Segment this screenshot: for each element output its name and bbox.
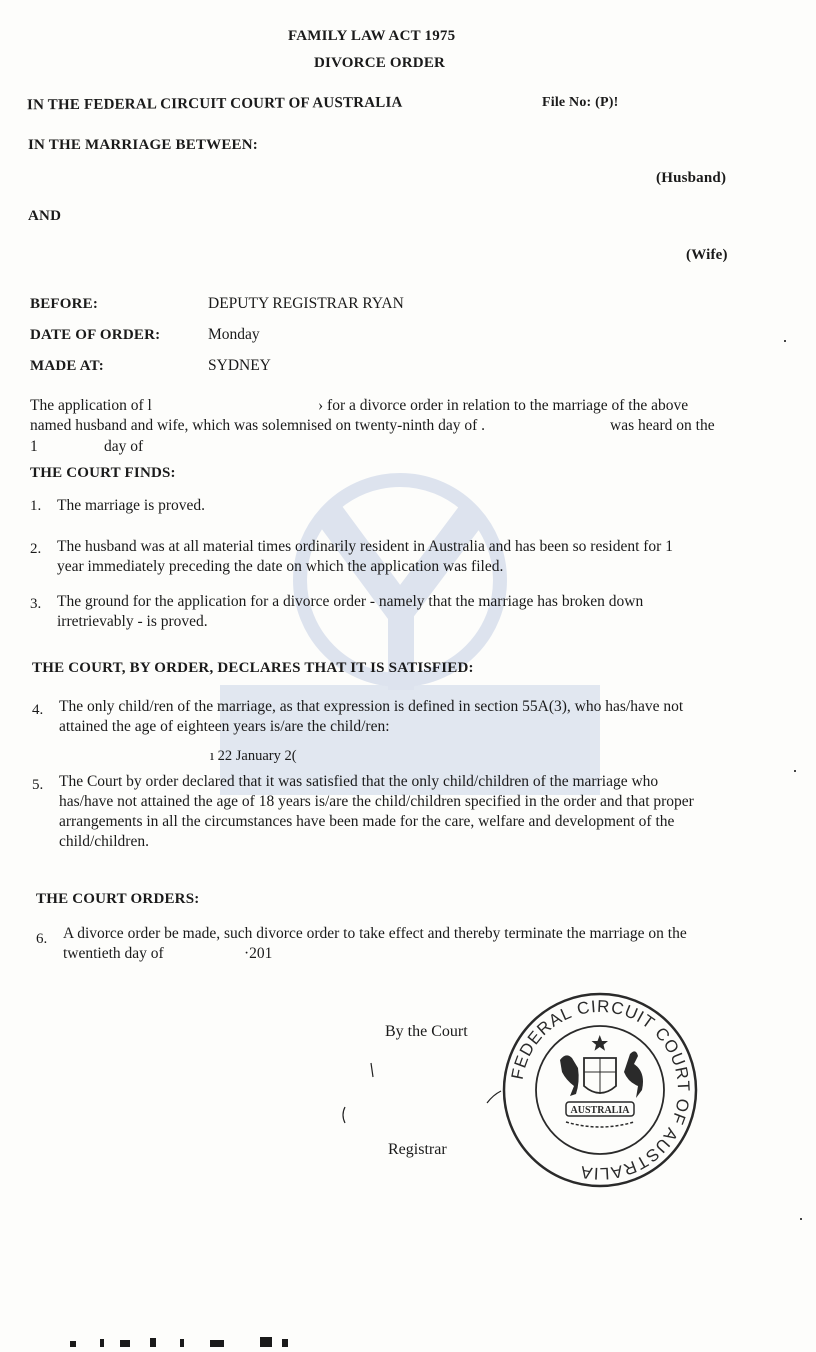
registrar-label: Registrar — [388, 1141, 447, 1158]
declaration-text: The Court by order declared that it was satisfied that the only child/children of the marriage who — [59, 773, 659, 790]
finding-number: 3. — [30, 596, 42, 612]
scan-speck — [794, 770, 796, 772]
declaration-text: has/have not attained the age of 18 years is/are the child/children specified in the order and that proper — [59, 793, 694, 810]
order-text: twentieth day of — [63, 945, 164, 962]
intro-line3-a: 1 — [30, 438, 38, 455]
order-text: A divorce order be made, such divorce order to take effect and thereby terminate the marriage on the — [63, 925, 687, 942]
order-text: ·201 — [244, 945, 273, 962]
finding-number: 1. — [30, 498, 42, 514]
made-at-label: MADE AT: — [30, 358, 104, 374]
intro-line2-b: was heard on the — [610, 417, 715, 434]
declaration-text: child/children. — [59, 833, 149, 850]
finding-text: The husband was at all material times ordinarily resident in Australia and has been so resident for 1 — [57, 538, 673, 555]
before-value: DEPUTY REGISTRAR RYAN — [208, 295, 404, 312]
file-number: File No: (P)! — [542, 95, 619, 110]
made-at-value: SYDNEY — [208, 357, 271, 374]
intro-line2-a: named husband and wife, which was solemnised on twenty-ninth day of . — [30, 417, 486, 434]
document-title: DIVORCE ORDER — [314, 55, 446, 71]
declaration-text: attained the age of eighteen years is/are the child/ren: — [59, 718, 390, 735]
scan-speck — [800, 1218, 802, 1220]
husband-label: (Husband) — [656, 170, 727, 186]
svg-text:FEDERAL CIRCUIT COURT OF AUSTR: FEDERAL CIRCUIT COURT OF AUSTRALIA — [507, 996, 694, 1184]
seal-banner-text: AUSTRALIA — [570, 1105, 630, 1116]
court-seal — [500, 990, 700, 1190]
signature-mark — [335, 1055, 515, 1135]
by-the-court: By the Court — [385, 1023, 468, 1040]
finding-text: The marriage is proved. — [57, 497, 206, 514]
finding-text: The ground for the application for a divorce order - namely that the marriage has broken down — [57, 593, 644, 610]
finding-text: irretrievably - is proved. — [57, 613, 208, 630]
scan-speck — [784, 340, 786, 342]
date-value: Monday — [208, 326, 260, 343]
declaration-text: arrangements in all the circumstances have been made for the care, welfare and development of the — [59, 813, 675, 830]
court-name: IN THE FEDERAL CIRCUIT COURT OF AUSTRALIA — [26, 94, 403, 114]
before-label: BEFORE: — [30, 296, 99, 312]
and-label: AND — [28, 208, 62, 224]
declaration-number: 4. — [32, 702, 44, 718]
child-details: ı 22 January 2( — [210, 748, 297, 764]
finding-text: year immediately preceding the date on which the application was filed. — [57, 558, 504, 575]
order-number: 6. — [36, 931, 48, 947]
court-declares-heading: THE COURT, BY ORDER, DECLARES THAT IT IS SATISFIED: — [32, 660, 474, 676]
court-orders-heading: THE COURT ORDERS: — [36, 891, 200, 907]
marriage-between-heading: IN THE MARRIAGE BETWEEN: — [28, 137, 258, 153]
intro-line1-b: › for a divorce order in relation to the marriage of the above — [318, 397, 689, 414]
date-label: DATE OF ORDER: — [30, 327, 161, 343]
court-finds-heading: THE COURT FINDS: — [30, 465, 176, 481]
intro-line3-b: day of — [104, 438, 144, 455]
cut-off-footer — [60, 1334, 320, 1344]
finding-number: 2. — [30, 541, 42, 557]
intro-line1-a: The application of l — [30, 397, 152, 414]
wife-label: (Wife) — [686, 247, 728, 263]
declaration-number: 5. — [32, 777, 44, 793]
act-title: FAMILY LAW ACT 1975 — [288, 28, 456, 44]
declaration-text: The only child/ren of the marriage, as that expression is defined in section 55A(3), who has/have not — [59, 698, 684, 715]
